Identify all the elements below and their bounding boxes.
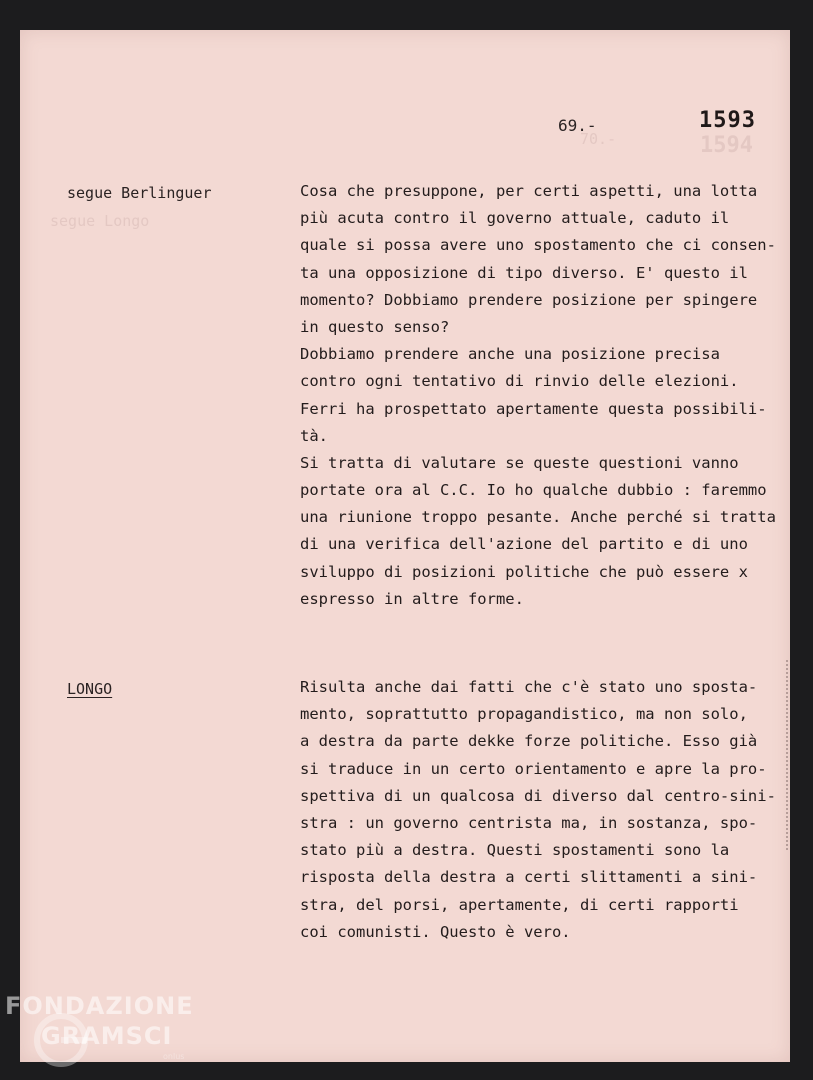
text-line: momento? Dobbiamo prendere posizione per spingere — [300, 290, 758, 309]
text-line: quale si possa avere uno spostamento che ci consen- — [300, 236, 776, 255]
text-line: stato più a destra. Questi spostamenti sono la — [300, 841, 730, 860]
bleed-through-stamp: 1594 — [700, 133, 753, 158]
text-line: si traduce in un certo orientamento e apre la pro- — [300, 759, 767, 778]
speech-paragraph-longo — [300, 674, 785, 946]
fondazione-gramsci-logo — [5, 992, 205, 1072]
archive-stamp-number: 1593 — [699, 108, 756, 133]
text-line: contro ogni tentativo di rinvio delle elezioni. — [300, 372, 739, 391]
logo-text-line2: GRAMSCI — [41, 1022, 173, 1050]
text-line: una riunione troppo pesante. Anche perché si tratta — [300, 508, 776, 527]
text-line: Cosa che presuppone, per certi aspetti, una lotta — [300, 182, 758, 200]
page-number: 69.- — [558, 116, 597, 135]
text-line: spettiva di un qualcosa di diverso dal centro-sini- — [300, 786, 776, 805]
text-line: tà. — [300, 426, 328, 445]
text-line: stra : un governo centrista ma, in sostanza, spo- — [300, 813, 758, 832]
bleed-through-page-number: 70.- — [580, 130, 617, 148]
text-line: stra, del porsi, apertamente, di certi rapporti — [300, 895, 739, 914]
text-line: sviluppo di posizioni politiche che può essere x — [300, 562, 748, 581]
text-line: a destra da parte dekke forze politiche. Esso già — [300, 732, 758, 751]
document-page — [20, 30, 790, 1062]
text-line: mento, soprattutto propagandistico, ma non solo, — [300, 705, 748, 724]
text-line: portate ora al C.C. Io ho qualche dubbio : faremmo — [300, 481, 767, 500]
bleed-through-text: segue Longo — [50, 212, 150, 230]
text-line: in questo senso? — [300, 317, 450, 336]
text-line: più acuta contro il governo attuale, caduto il — [300, 209, 730, 228]
logo-subtext: onlus — [163, 1052, 185, 1061]
logo-text-line1: FONDAZIONE — [5, 992, 194, 1020]
text-line: espresso in altre forme. — [300, 589, 524, 608]
text-line: di una verifica dell'azione del partito e di uno — [300, 535, 748, 554]
speech-paragraph-berlinguer — [300, 178, 785, 613]
text-line: Ferri ha prospettato apertamente questa possibili- — [300, 399, 767, 418]
text-line: Dobbiamo prendere anche una posizione precisa — [300, 345, 720, 364]
text-line: coi comunisti. Questo è vero. — [300, 922, 571, 941]
margin-marks — [783, 660, 788, 850]
text-line: Risulta anche dai fatti che c'è stato uno sposta- — [300, 678, 758, 696]
speaker-label-longo: LONGO — [67, 680, 113, 698]
text-line: Si tratta di valutare se queste questioni vanno — [300, 453, 739, 472]
text-line: risposta della destra a certi slittamenti a sini- — [300, 868, 758, 887]
text-line: ta una opposizione di tipo diverso. E' questo il — [300, 263, 748, 282]
speaker-label-berlinguer: segue Berlinguer — [67, 184, 212, 202]
